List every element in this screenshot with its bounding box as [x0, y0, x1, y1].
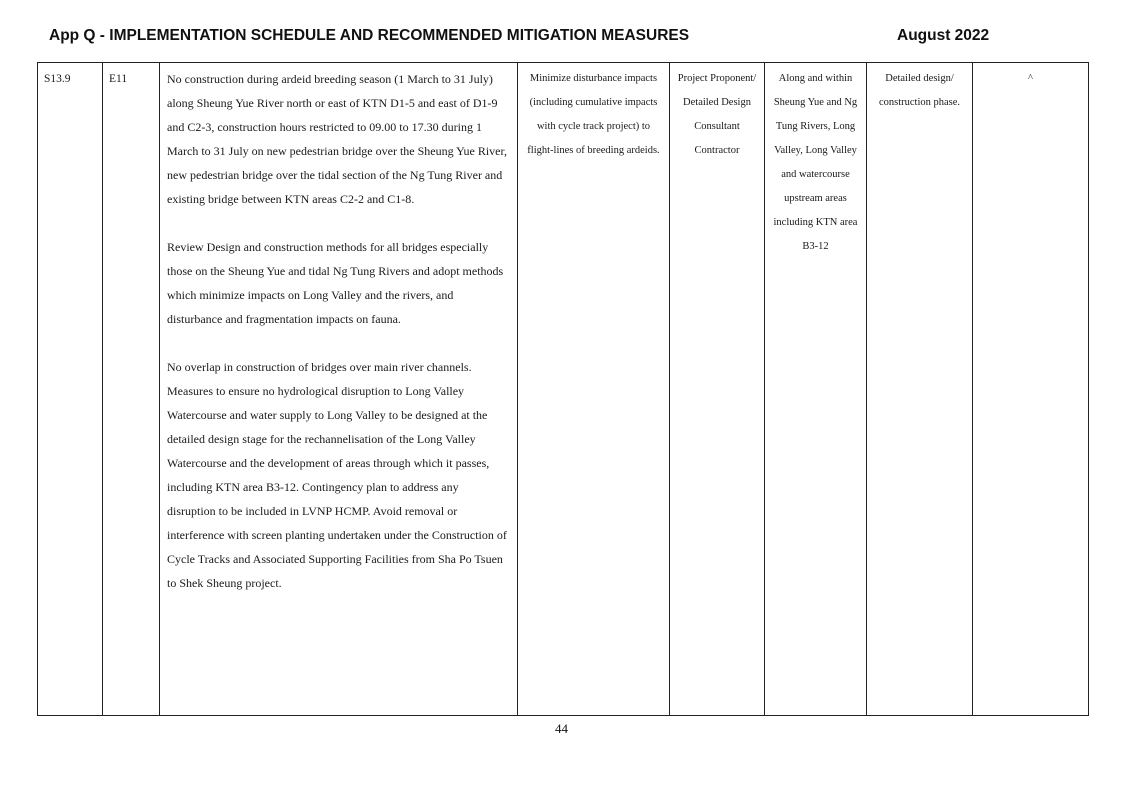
text-line: No construction during ardeid breeding season (1 March to 31 July) [167, 72, 493, 86]
text-line: Measures to ensure no hydrological disruption to Long Valley [167, 384, 465, 398]
page-number: 44 [555, 721, 568, 736]
measure-paragraph-3 [167, 355, 513, 595]
implementer-cell [670, 63, 765, 716]
text-line: Detailed design/ [885, 73, 954, 84]
em-reference-cell [103, 63, 160, 716]
text-line: Review Design and construction methods for all bridges especially [167, 240, 489, 254]
document-title: App Q - IMPLEMENTATION SCHEDULE AND RECOMMENDED MITIGATION MEASURES [49, 27, 690, 44]
text-line: disturbance and fragmentation impacts on fauna. [167, 312, 401, 326]
text-line: Watercourse and water supply to Long Valley to be designed at the [167, 408, 488, 422]
text-line: to Shek Sheung project. [167, 576, 282, 590]
text-line: Along and within [778, 73, 853, 84]
text-line: new pedestrian bridge over the tidal section of the Ng Tung River and [167, 168, 503, 182]
text-line: Sheung Yue and Ng [773, 97, 858, 108]
mitigation-measures-cell [160, 63, 518, 716]
text-line: including KTN area [773, 217, 858, 228]
text-line: Contractor [694, 145, 740, 156]
text-line: Watercourse and the development of areas through which it passes, [167, 456, 490, 470]
text-line: those on the Sheung Yue and tidal Ng Tung Rivers and adopt methods [167, 264, 504, 278]
measure-paragraph-1 [167, 67, 513, 211]
timing-cell [867, 63, 973, 716]
text-line: Detailed Design [683, 97, 751, 108]
text-line: Minimize disturbance impacts [529, 73, 658, 84]
text-line: (including cumulative impacts [529, 97, 658, 108]
document-date: August 2022 [897, 27, 990, 44]
requirements-marker: ^ [1028, 73, 1033, 84]
eia-reference-cell [38, 63, 103, 716]
page-header [0, 27, 1123, 49]
text-line: detailed design stage for the rechannelisation of the Long Valley [167, 432, 476, 446]
text-line: and watercourse [781, 169, 850, 180]
text-line: B3-12 [802, 241, 829, 252]
text-line: Project Proponent/ [677, 73, 757, 84]
text-line: No overlap in construction of bridges over main river channels. [167, 360, 472, 374]
text-line: Consultant [694, 121, 740, 132]
implementation-schedule-table [37, 62, 1089, 716]
text-line: Tung Rivers, Long [775, 121, 856, 132]
text-line: construction phase. [878, 97, 961, 108]
text-line: with cycle track project) to [536, 121, 651, 132]
text-line: disruption to be included in LVNP HCMP. Avoid removal or [167, 504, 458, 518]
text-line: March to 31 July on new pedestrian bridge over the Sheung Yue River, [167, 144, 507, 158]
requirements-cell [973, 63, 1089, 716]
em-reference: E11 [109, 73, 128, 85]
text-line: existing bridge between KTN areas C2-2 and C1-8. [167, 192, 415, 206]
text-line: including KTN area B3-12. Contingency plan to address any [167, 480, 459, 494]
text-line: interference with screen planting undertaken under the Construction of [167, 528, 507, 542]
text-line: which minimize impacts on Long Valley and the rivers, and [167, 288, 454, 302]
text-line: flight-lines of breeding ardeids. [527, 145, 660, 156]
text-line: Cycle Tracks and Associated Supporting Facilities from Sha Po Tsuen [167, 552, 503, 566]
eia-reference: S13.9 [44, 73, 71, 85]
table-row [38, 63, 1089, 716]
measure-paragraph-2 [167, 235, 513, 331]
text-line: along Sheung Yue River north or east of KTN D1-5 and east of D1-9 [167, 96, 498, 110]
objectives-cell [518, 63, 670, 716]
text-line: and C2-3, construction hours restricted to 09.00 to 17.30 during 1 [167, 120, 482, 134]
text-line: Valley, Long Valley [774, 145, 857, 156]
location-cell [765, 63, 867, 716]
text-line: upstream areas [784, 193, 847, 204]
